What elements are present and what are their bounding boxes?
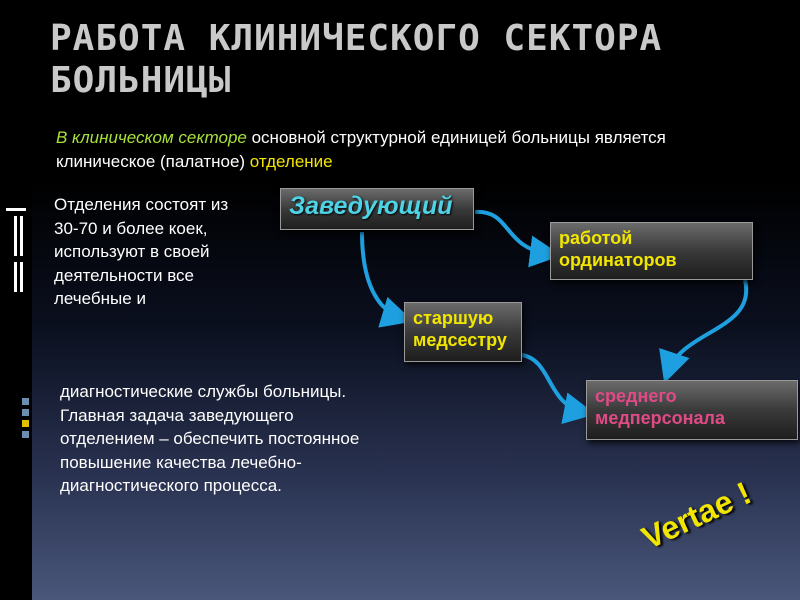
deco-stripe — [6, 208, 26, 211]
deco-stripe — [14, 262, 17, 292]
head-nurse-box: старшую медсестру — [404, 302, 522, 362]
deco-square — [22, 420, 29, 427]
left-body-text: Отделения состоят из 30-70 и более коек, используют в своей деятельности все лечебные и — [54, 195, 229, 308]
intro-highlight-green: В клиническом секторе — [56, 128, 247, 147]
deco-square — [22, 398, 29, 405]
intro-body: основной структурной единицей больницы является клиническое (палатное) — [56, 128, 666, 171]
slide-title: РАБОТА КЛИНИЧЕСКОГО СЕКТОРА БОЛЬНИЦЫ — [50, 18, 663, 101]
deco-stripe — [14, 216, 17, 256]
arrow-doctors-to-staff — [668, 280, 746, 372]
arrow-head-to-doctors — [475, 212, 550, 254]
slide — [32, 0, 800, 600]
doctors-box: работой ординаторов — [550, 222, 753, 280]
arrow-head-to-nurse — [362, 232, 402, 318]
vertae-label: Vertae ! — [636, 474, 757, 557]
arrow-nurse-to-staff — [522, 355, 584, 412]
deco-stripe — [20, 216, 23, 256]
deco-square — [22, 409, 29, 416]
left-decoration-bar — [0, 0, 32, 600]
nursing-staff-box: среднего медперсонала — [586, 380, 798, 440]
deco-square — [22, 431, 29, 438]
deco-stripe — [20, 262, 23, 292]
intro-highlight-yellow: отделение — [249, 152, 333, 171]
bottom-body-text: диагностические службы больницы. Главная задача заведующего отделением – обеспечить постоянное повышение качества лечебно-диагностического процесса. — [60, 382, 360, 495]
head-box: Заведующий — [280, 188, 474, 230]
